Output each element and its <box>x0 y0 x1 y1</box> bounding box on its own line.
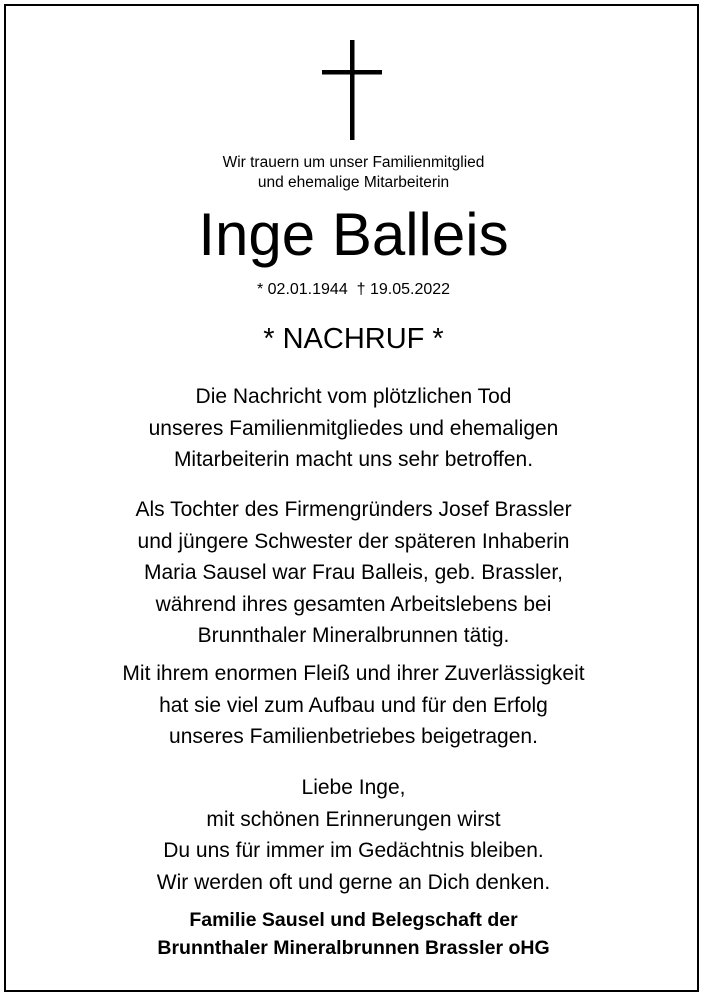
intro-line-1: Wir trauern um unser Familienmitglied <box>222 154 485 171</box>
text-line: Mit ihrem enormen Fleiß und ihrer Zuverlässigkeit <box>122 662 585 685</box>
text-line: Du uns für immer im Gedächtnis bleiben. <box>163 839 544 863</box>
signature-line-2: Brunnthaler Mineralbrunnen Brassler oHG <box>157 937 550 959</box>
life-dates: * 02.01.1944 † 19.05.2022 <box>256 281 451 298</box>
paragraph-announcement <box>0 381 707 476</box>
text-line: mit schönen Erinnerungen wirst <box>206 807 501 831</box>
text-line: während ihres gesamten Arbeitslebens bei <box>155 592 552 616</box>
deceased-name: Inge Balleis <box>198 201 509 268</box>
text-line: Mitarbeiterin macht uns sehr betroffen. <box>173 448 534 472</box>
paragraph-biography <box>0 494 707 652</box>
text-line: Als Tochter des Firmengründers Josef Brassler <box>135 498 572 521</box>
text-line: Wir werden oft und gerne an Dich denken. <box>156 870 551 894</box>
signature-line-1: Familie Sausel und Belegschaft der <box>189 909 518 931</box>
text-line: hat sie viel zum Aufbau und für den Erfolg <box>159 693 548 717</box>
text-line: unseres Familienmitgliedes und ehemaligen <box>148 416 559 440</box>
cross-icon <box>0 0 707 150</box>
text-line: und jüngere Schwester der späteren Inhaberin <box>137 529 570 553</box>
obituary-heading: * NACHRUF * <box>263 323 444 355</box>
intro-line-2: und ehemalige Mitarbeiterin <box>257 174 450 191</box>
text-line: unseres Familienbetriebes beigetragen. <box>169 725 538 749</box>
text-line: Die Nachricht vom plötzlichen Tod <box>195 385 512 408</box>
paragraph-tribute <box>0 658 707 753</box>
paragraph-farewell <box>0 772 707 898</box>
text-line: Brunnthaler Mineralbrunnen tätig. <box>197 624 510 648</box>
text-line: Maria Sausel war Frau Balleis, geb. Brassler, <box>143 561 563 585</box>
text-line: Liebe Inge, <box>301 776 406 799</box>
